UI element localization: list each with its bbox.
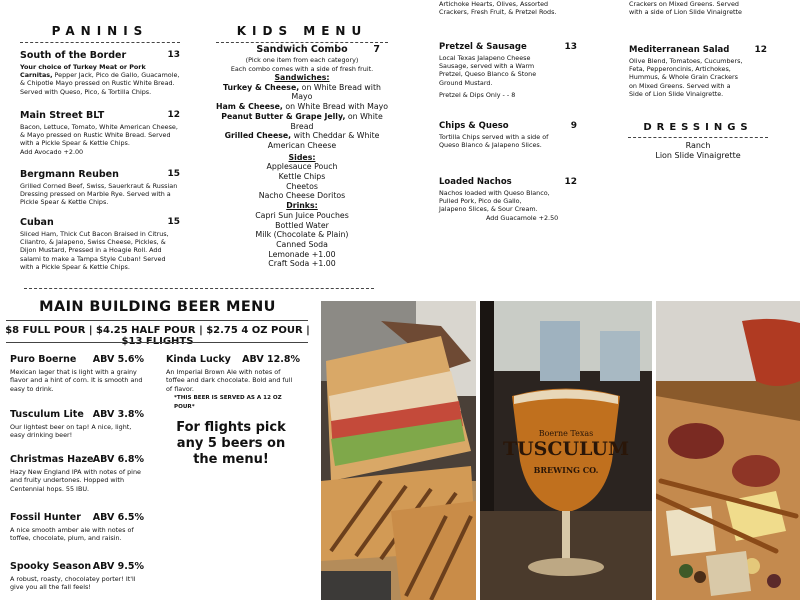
kids-note-1: (Pick one item from each category) xyxy=(245,56,359,64)
kids-drinks-heading: Drinks: xyxy=(286,201,318,211)
shareable-loaded-nachos: Loaded Nachos 12 Nachos loaded with Queso Blanco, Pulled Pork, Pico de Gallo, Jalapeno Slices, & Sour Cream. Add Guacamole +2.50 xyxy=(439,177,577,222)
kids-drink-item: Canned Soda xyxy=(276,239,328,249)
kids-side-item: Cheetos xyxy=(286,181,318,191)
paninis-title: PANINIS xyxy=(51,24,149,38)
beer-glass-photo xyxy=(480,301,652,600)
kids-rule xyxy=(216,42,388,43)
beer-rule-top xyxy=(6,320,308,321)
kids-side-item: Nacho Cheese Doritos xyxy=(258,191,346,201)
kids-menu-title: KIDS MENU xyxy=(236,24,368,38)
beer-fossil-hunter: Fossil Hunter ABV 6.5% A nice smooth amber ale with notes of toffee, chocolate, plum, and raisin. xyxy=(10,512,144,543)
kids-note-2: Each combo comes with a side of fresh fruit. xyxy=(230,64,374,73)
panini-cuban: Cuban 15 Sliced Ham, Thick Cut Bacon Braised in Citrus, Cilantro, & Jalapeno, Swiss Cheese, Pickles, & Dijon Mustard, Pressed in a Hoagie Roll. Add salami to make a Tampa Style Cuban! Served with a Pickle Spear & Kettle Chips. xyxy=(20,217,180,271)
kids-sandwiches-heading: Sandwiches: xyxy=(274,73,330,82)
kids-sandwich-item: Ham & Cheese, on White Bread with Mayo xyxy=(216,102,389,112)
kids-drink-item: Lemonade +1.00 xyxy=(268,249,336,259)
dressing-item: Lion Slide Vinaigrette xyxy=(655,151,741,160)
shareable-chips-queso: Chips & Queso 9 Tortilla Chips served with a side of Queso Blanco & Jalapeno Slices. xyxy=(439,121,577,150)
blt-avocado-addon: Add Avocado +2.00 xyxy=(20,147,84,156)
kids-sandwich-item: Turkey & Cheese, on White Bread with Mayo xyxy=(223,82,381,102)
panini-photo xyxy=(321,301,476,600)
charcuterie-illustration xyxy=(656,301,800,600)
beer-spooky-season: Spooky Season ABV 9.5% A robust, roasty, chocolatey porter! It'll give you all the fall feels! xyxy=(10,561,144,592)
beer-rule-bottom xyxy=(6,342,308,343)
kids-side-item: Kettle Chips xyxy=(278,172,326,182)
flights-note: For flights pick any 5 beers on the menu! xyxy=(176,420,286,467)
kids-drink-item: Capri Sun Juice Pouches xyxy=(255,210,349,220)
kids-sides-heading: Sides: xyxy=(288,152,316,162)
beer-menu-title: MAIN BUILDING BEER MENU xyxy=(39,299,276,315)
section-divider xyxy=(24,288,374,289)
beer-kinda-lucky: Kinda Lucky ABV 12.8% An Imperial Brown Ale with notes of toffee and dark chocolate. Bold and full of flavor. *THIS BEER IS SERVED AS A 12 OZ POUR* xyxy=(166,354,300,410)
salad-mediterranean: Mediterranean Salad 12 Olive Blend, Tomatoes, Cucumbers, Feta, Pepperoncinis, Artichokes, Hummus, & Whole Grain Crackers on Mixed Greens. Served with a Side of Lion Slide Vinaigrette. xyxy=(629,45,767,98)
kids-sandwich-item: Peanut Butter & Grape Jelly, on White Bread xyxy=(221,111,383,131)
glass-logo-line3: BREWING CO. xyxy=(533,465,599,475)
panini-illustration xyxy=(321,301,476,600)
kids-combo-name: Sandwich Combo xyxy=(256,44,348,55)
kinda-lucky-pour-note: *THIS BEER IS SERVED AS A 12 OZ POUR* xyxy=(174,395,282,410)
nachos-guacamole-addon: Add Guacamole +2.50 xyxy=(486,213,559,222)
pretzel-dips-only: Pretzel & Dips Only - - 8 xyxy=(439,90,516,99)
panini-main-street-blt: Main Street BLT 12 Bacon, Lettuce, Tomato, White American Cheese, & Mayo pressed on Rustic White Bread. Served with a Pickle Spear & Kettle Chips. Add Avocado +2.00 xyxy=(20,110,180,156)
beer-puro-boerne: Puro Boerne ABV 5.6% Mexican lager that is light with a grainy flavor and a hint of corn. It is smooth and easy to drink. xyxy=(10,354,144,393)
dressing-item: Ranch xyxy=(685,141,711,150)
beer-pricing: $8 FULL POUR | $4.25 HALF POUR | $2.75 4 OZ POUR | $13 FLIGHTS xyxy=(5,325,310,347)
shareable-fragment: Artichoke Hearts, Olives, Assorted Crackers, Fresh Fruit, & Pretzel Rods. xyxy=(439,0,557,17)
glass-logo-line1: Boerne Texas xyxy=(538,429,594,438)
shareable-pretzel-sausage: Pretzel & Sausage 13 Local Texas Jalapeno Cheese Sausage, served with a Warm Pretzel, Queso Blanco & Stone Ground Mustard. Pretzel & Dips Only - - 8 xyxy=(439,42,577,99)
kids-drink-item: Milk (Chocolate & Plain) xyxy=(255,230,349,240)
dressings-rule xyxy=(628,137,768,138)
beer-christmas-haze: Christmas Haze ABV 6.8% Hazy New England IPA with notes of pine and fruity undertones. Hopped with Centennial hops. 55 IBU. xyxy=(10,454,144,493)
kids-drink-item: Craft Soda +1.00 xyxy=(268,259,336,269)
paninis-rule xyxy=(20,42,180,43)
panini-bergmann-reuben: Bergmann Reuben 15 Grilled Corned Beef, Swiss, Sauerkraut & Russian Dressing pressed on Marble Rye. Served with a Pickle Spear & Kettle Chips. xyxy=(20,169,180,207)
kids-combo-price: 7 xyxy=(373,44,380,55)
kids-side-item: Applesauce Pouch xyxy=(266,162,338,172)
kids-menu xyxy=(216,44,388,269)
kids-drink-item: Bottled Water xyxy=(275,220,329,230)
kids-sandwich-item: Grilled Cheese, with Cheddar & White American Cheese xyxy=(224,131,380,150)
panini-south-of-the-border: South of the Border 13 Your choice of Turkey Meat or Pork Carnitas, Pepper Jack, Pico de Gallo, Guacamole, & Chipotle Mayo pressed on Rustic White Bread. Served with Queso, Pico, & Tortilla Chips. xyxy=(20,50,180,96)
beer-glass-illustration xyxy=(480,301,652,600)
dressings-title: DRESSINGS xyxy=(643,122,753,133)
beer-tusculum-lite: Tusculum Lite ABV 3.8% Our lightest beer on tap! A nice, light, easy drinking beer! xyxy=(10,409,144,440)
charcuterie-photo xyxy=(656,301,800,600)
salad-fragment: Crackers on Mixed Greens. Served with a side of Lion Slide Vinaigrette xyxy=(629,0,742,17)
glass-logo-line2: TUSCULUM xyxy=(502,438,630,460)
